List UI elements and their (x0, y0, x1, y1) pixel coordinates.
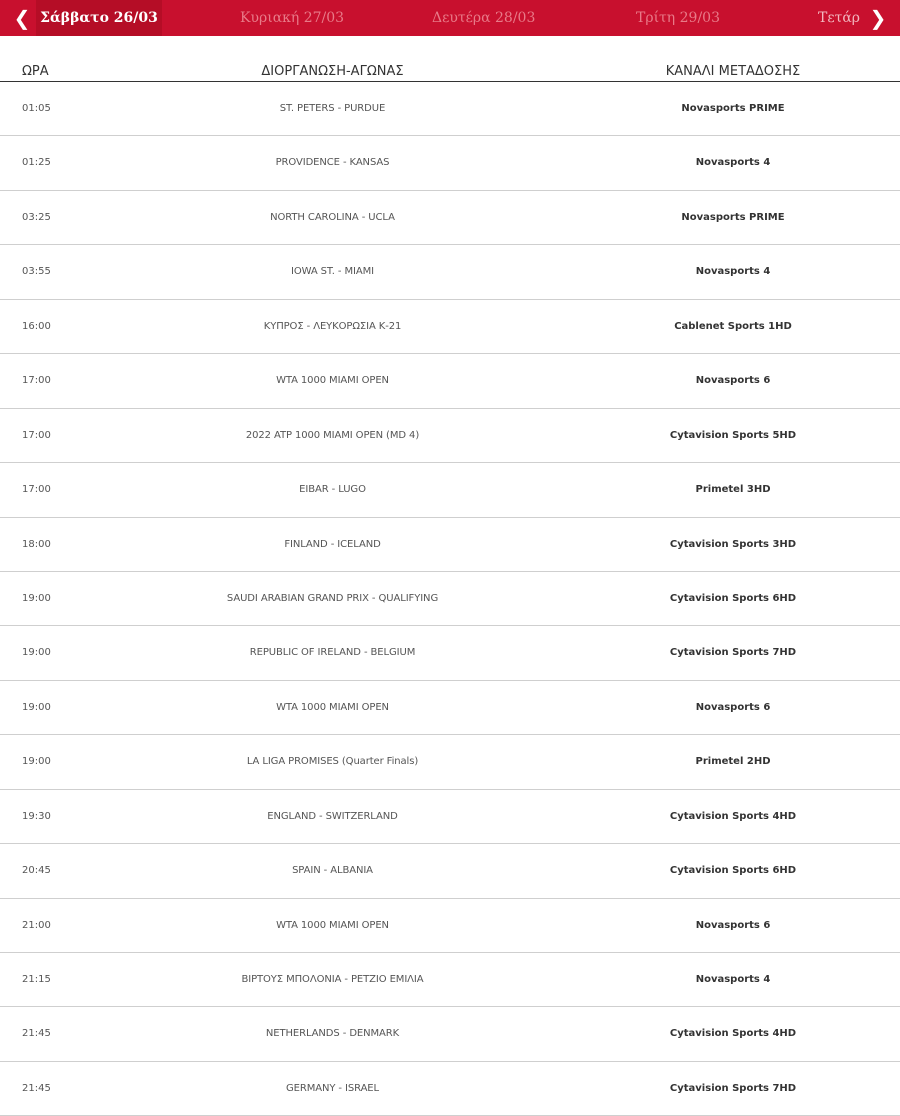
table-row (0, 1007, 900, 1061)
row-event: IOWA ST. - MIAMI (291, 266, 374, 278)
table-row (0, 300, 900, 354)
row-channel: Novasports 6 (695, 919, 771, 931)
row-time: 21:15 (22, 974, 51, 985)
table-row (0, 245, 900, 299)
table-row (0, 518, 900, 572)
row-channel: Novasports 4 (695, 157, 771, 169)
row-event: REPUBLIC OF IRELAND - BELGIUM (249, 647, 416, 659)
row-time: 17:00 (22, 484, 51, 496)
date-navigation-bar (0, 0, 900, 36)
row-time: 01:05 (22, 103, 51, 114)
row-time: 01:25 (22, 157, 51, 169)
row-event: WTA 1000 MIAMI OPEN (276, 701, 389, 713)
table-row (0, 463, 900, 517)
row-event: WTA 1000 MIAMI OPEN (276, 375, 389, 387)
row-event: 2022 ATP 1000 MIAMI OPEN (MD 4) (245, 429, 420, 441)
day-tab-wednesday[interactable]: Τετάρ (818, 10, 861, 26)
day-tab-sunday[interactable]: Κυριακή 27/03 (240, 10, 345, 26)
table-row (0, 735, 900, 789)
row-event: WTA 1000 MIAMI OPEN (276, 919, 389, 931)
row-channel: Novasports 4 (695, 974, 771, 985)
table-row (0, 899, 900, 953)
row-channel: Cablenet Sports 1HD (674, 320, 792, 332)
row-event: NETHERLANDS - DENMARK (265, 1028, 400, 1040)
row-event: PROVIDENCE - KANSAS (275, 157, 390, 169)
table-row (0, 626, 900, 680)
row-time: 20:45 (22, 865, 51, 877)
schedule-table-body (0, 82, 900, 1116)
row-time: 03:55 (22, 266, 51, 278)
header-time: ΩΡΑ (22, 64, 49, 79)
row-time: 19:00 (22, 647, 51, 659)
row-time: 19:00 (22, 592, 51, 604)
row-channel: Novasports PRIME (681, 211, 785, 223)
previous-day-arrow-icon[interactable]: ❮ (13, 6, 31, 30)
row-channel: Cytavision Sports 6HD (669, 592, 797, 604)
row-channel: Cytavision Sports 7HD (669, 1082, 797, 1094)
row-event: SPAIN - ALBANIA (292, 865, 373, 877)
row-event: GERMANY - ISRAEL (285, 1082, 379, 1094)
row-event: EIBAR - LUGO (299, 484, 366, 496)
table-row (0, 409, 900, 463)
row-time: 21:00 (22, 919, 51, 931)
table-row (0, 572, 900, 626)
table-row (0, 953, 900, 1007)
table-row (0, 191, 900, 245)
table-row (0, 136, 900, 190)
row-time: 21:45 (22, 1082, 51, 1094)
row-channel: Cytavision Sports 3HD (669, 538, 797, 550)
row-event: ENGLAND - SWITZERLAND (267, 810, 398, 822)
row-event: LA LIGA PROMISES (Quarter Finals) (246, 756, 419, 768)
row-channel: Primetel 2HD (695, 756, 771, 768)
row-channel: Cytavision Sports 4HD (669, 1028, 797, 1040)
day-tab-monday[interactable]: Δευτέρα 28/03 (432, 10, 536, 26)
row-channel: Novasports 6 (695, 701, 771, 713)
schedule-table-header (0, 36, 900, 82)
row-event: NORTH CAROLINA - UCLA (270, 211, 395, 223)
row-event: ΚΥΠΡΟΣ - ΛΕΥΚΟΡΩΣΙΑ Κ-21 (263, 320, 402, 332)
row-event: SAUDI ARABIAN GRAND PRIX - QUALIFYING (226, 592, 439, 604)
row-time: 17:00 (22, 429, 51, 441)
row-time: 19:30 (22, 810, 51, 822)
row-channel: Novasports 4 (695, 266, 771, 278)
table-row (0, 354, 900, 408)
row-time: 18:00 (22, 538, 51, 550)
row-time: 19:00 (22, 701, 51, 713)
row-event: ST. PETERS - PURDUE (279, 103, 386, 114)
row-channel: Novasports PRIME (681, 103, 785, 114)
row-time: 19:00 (22, 756, 51, 768)
table-row (0, 1062, 900, 1116)
table-row (0, 844, 900, 898)
row-channel: Primetel 3HD (695, 484, 771, 496)
row-time: 03:25 (22, 211, 51, 223)
row-event: FINLAND - ICELAND (284, 538, 381, 550)
next-day-arrow-icon[interactable]: ❯ (869, 6, 887, 30)
row-channel: Cytavision Sports 6HD (669, 865, 797, 877)
header-channel: ΚΑΝΑΛΙ ΜΕΤΑΔΟΣΗΣ (665, 64, 801, 79)
row-time: 21:45 (22, 1028, 51, 1040)
table-row (0, 681, 900, 735)
table-row (0, 82, 900, 136)
day-tab-tuesday[interactable]: Τρίτη 29/03 (636, 10, 720, 26)
table-row (0, 790, 900, 844)
header-event: ΔΙΟΡΓΑΝΩΣΗ-ΑΓΩΝΑΣ (261, 64, 404, 79)
row-channel: Cytavision Sports 5HD (669, 429, 797, 441)
row-time: 16:00 (22, 320, 51, 332)
row-channel: Cytavision Sports 7HD (669, 647, 797, 659)
row-channel: Novasports 6 (695, 375, 771, 387)
row-time: 17:00 (22, 375, 51, 387)
row-channel: Cytavision Sports 4HD (669, 810, 797, 822)
row-event: ΒΙΡΤΟΥΣ ΜΠΟΛΟΝΙΑ - ΡΕΤΖΙΟ ΕΜΙΛΙΑ (241, 974, 424, 985)
day-tab-saturday[interactable]: Σάββατο 26/03 (36, 0, 162, 36)
